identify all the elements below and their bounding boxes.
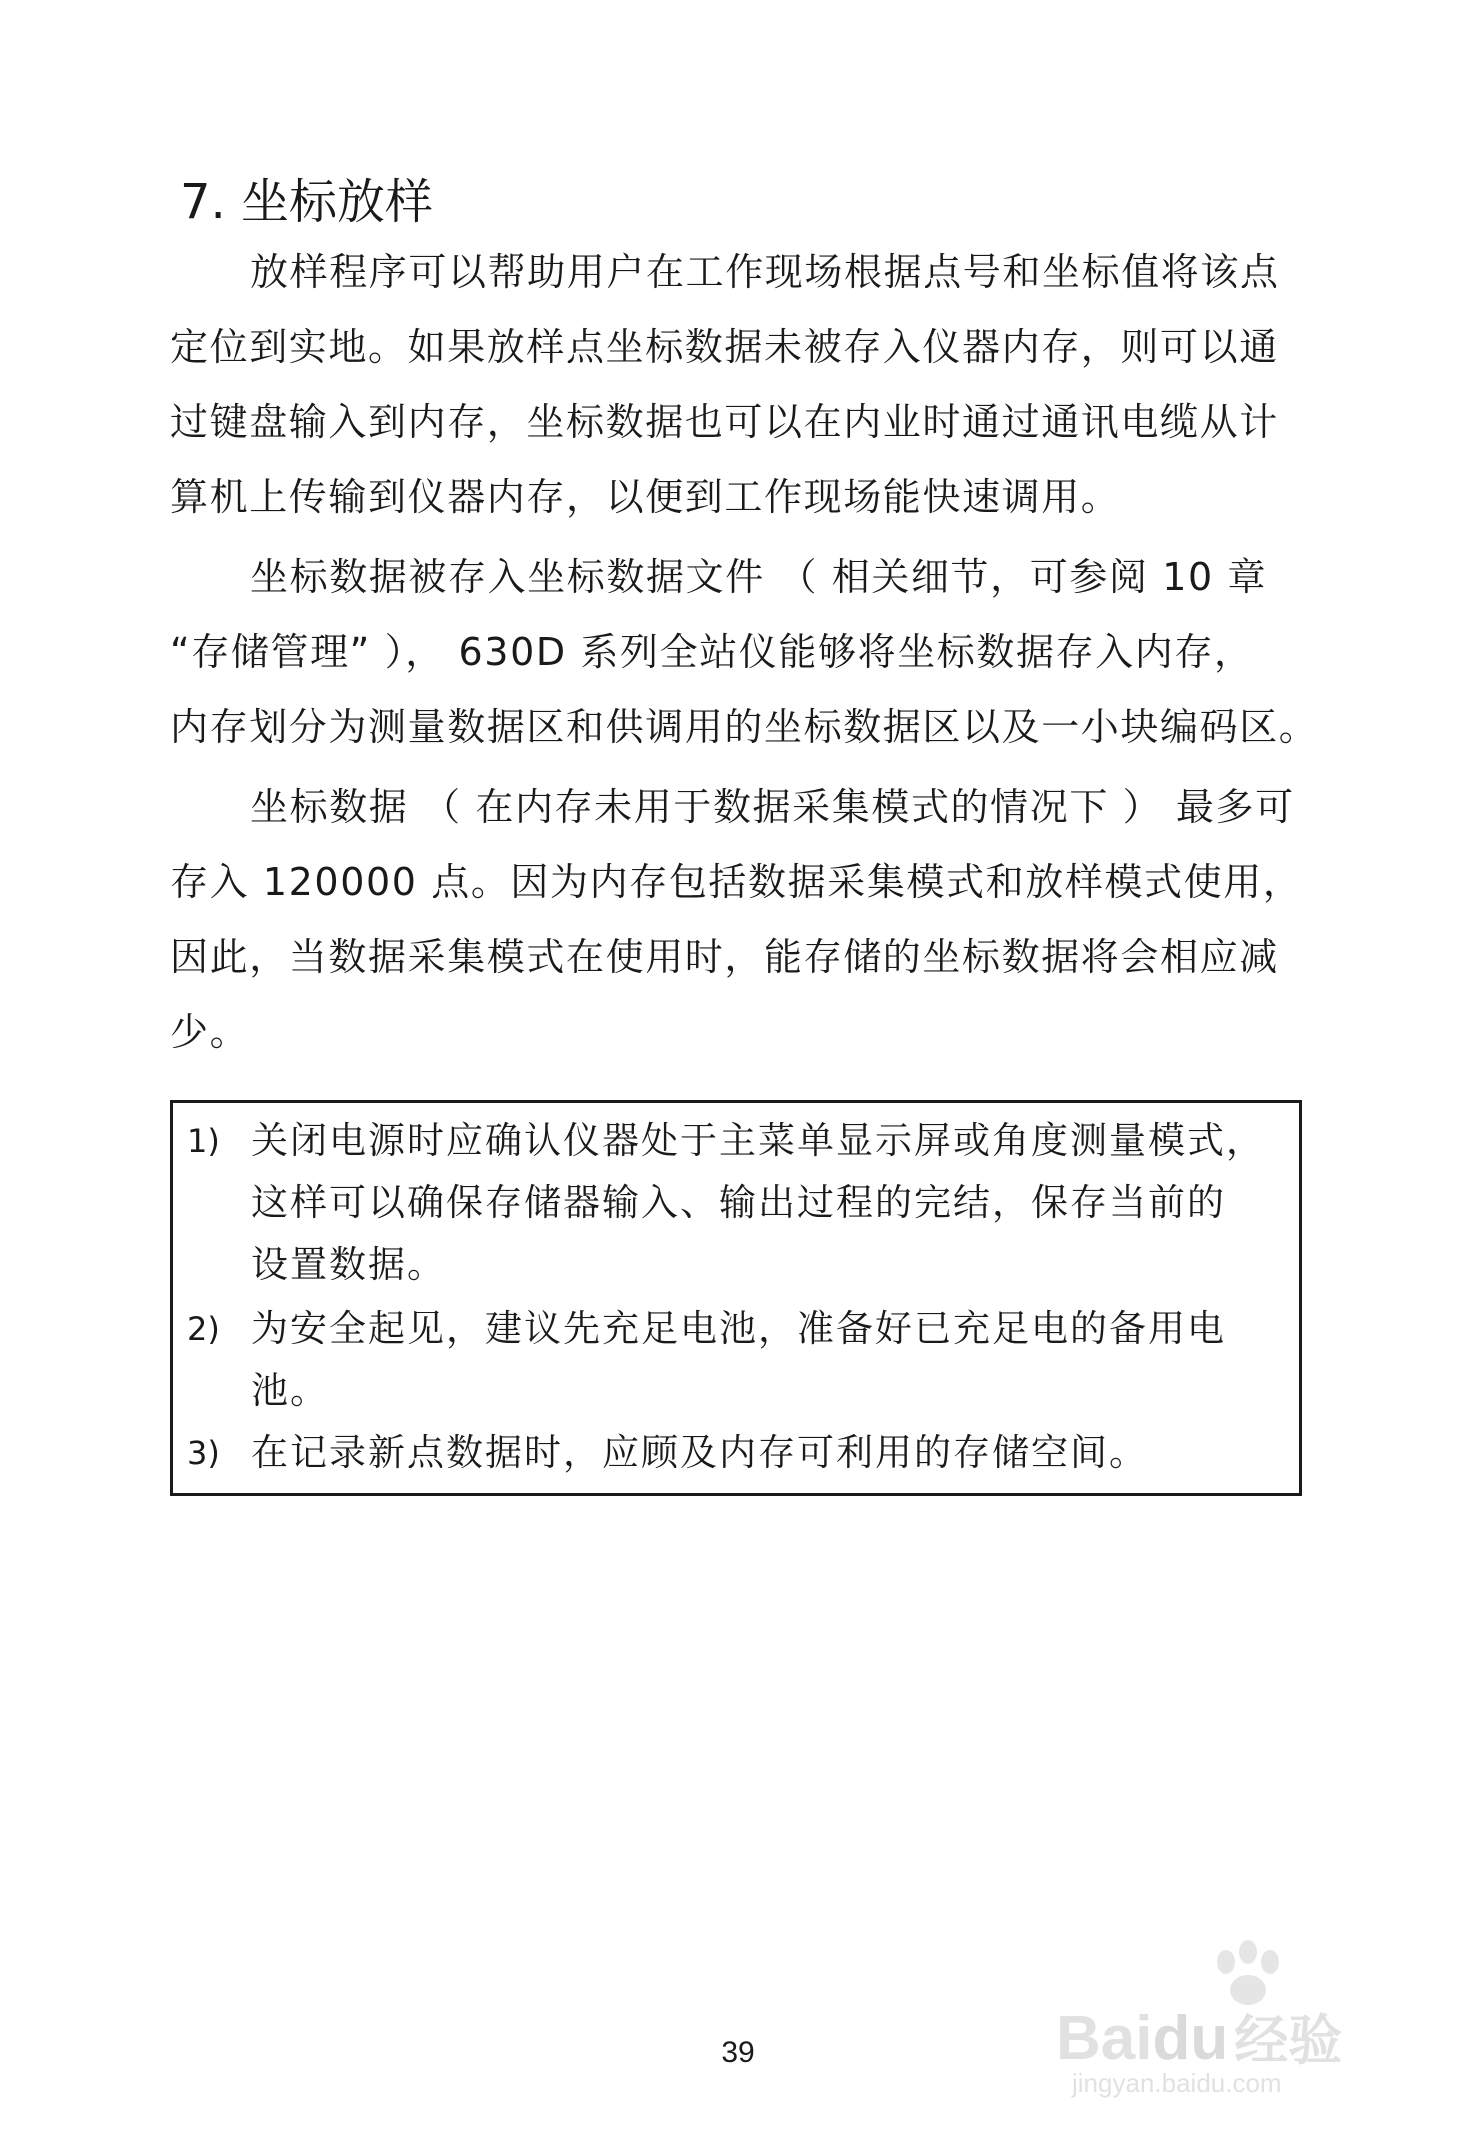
note-2-number: 2) [187, 1310, 220, 1348]
page-number: 39 [721, 2036, 755, 2069]
note-2-line-1: 为安全起见，建议先充足电池，准备好已充足电的备用电 [251, 1307, 1226, 1350]
notes-box [170, 1100, 1302, 1496]
watermark-url: jingyan.baidu.com [1072, 2068, 1282, 2098]
note-1-line-2: 这样可以确保存储器输入、输出过程的完结，保存当前的 [251, 1181, 1226, 1224]
paragraph-3-line-1: 坐标数据 （ 在内存未用于数据采集模式的情况下 ） 最多可 [250, 785, 1295, 829]
note-3-number: 3) [187, 1434, 220, 1472]
baidu-jingyan-watermark [1056, 1940, 1386, 2100]
watermark-brand-part-3: 经验 [1234, 2011, 1343, 2071]
paragraph-1-line-1: 放样程序可以帮助用户在工作现场根据点号和坐标值将该点 [250, 250, 1280, 294]
watermark-brand-part-1: Bai [1056, 2004, 1153, 2073]
paragraph-2-line-2: “存储管理” ）， 630D 系列全站仪能够将坐标数据存入内存， [170, 630, 1254, 674]
paragraph-2-line-3: 内存划分为测量数据区和供调用的坐标数据区以及一小块编码区。 [170, 705, 1319, 749]
paragraph-3-line-3: 因此，当数据采集模式在使用时，能存储的坐标数据将会相应减 [170, 935, 1279, 979]
note-1-line-3: 设置数据。 [251, 1243, 446, 1286]
note-1-number: 1) [187, 1122, 220, 1160]
watermark-brand-part-2: du [1152, 2004, 1229, 2073]
paragraph-1-line-4: 算机上传输到仪器内存，以便到工作现场能快速调用。 [170, 475, 1121, 519]
note-2-line-2: 池。 [251, 1369, 329, 1412]
note-1-line-1: 关闭电源时应确认仪器处于主菜单显示屏或角度测量模式， [251, 1119, 1265, 1162]
paragraph-3-line-4: 少。 [170, 1010, 250, 1054]
note-3-line-1: 在记录新点数据时，应顾及内存可利用的存储空间。 [251, 1431, 1148, 1474]
watermark-brand [1056, 1998, 1342, 2075]
paragraph-1-line-2: 定位到实地。如果放样点坐标数据未被存入仪器内存，则可以通 [170, 325, 1279, 369]
section-title: 7. 坐标放样 [180, 174, 434, 230]
paragraph-2-line-1: 坐标数据被存入坐标数据文件 （ 相关细节，可参阅 10 章 [250, 555, 1268, 599]
paragraph-3-line-2: 存入 120000 点。因为内存包括数据采集模式和放样模式使用， [170, 860, 1303, 904]
paragraph-1-line-3: 过键盘输入到内存，坐标数据也可以在内业时通过通讯电缆从计 [170, 400, 1279, 444]
